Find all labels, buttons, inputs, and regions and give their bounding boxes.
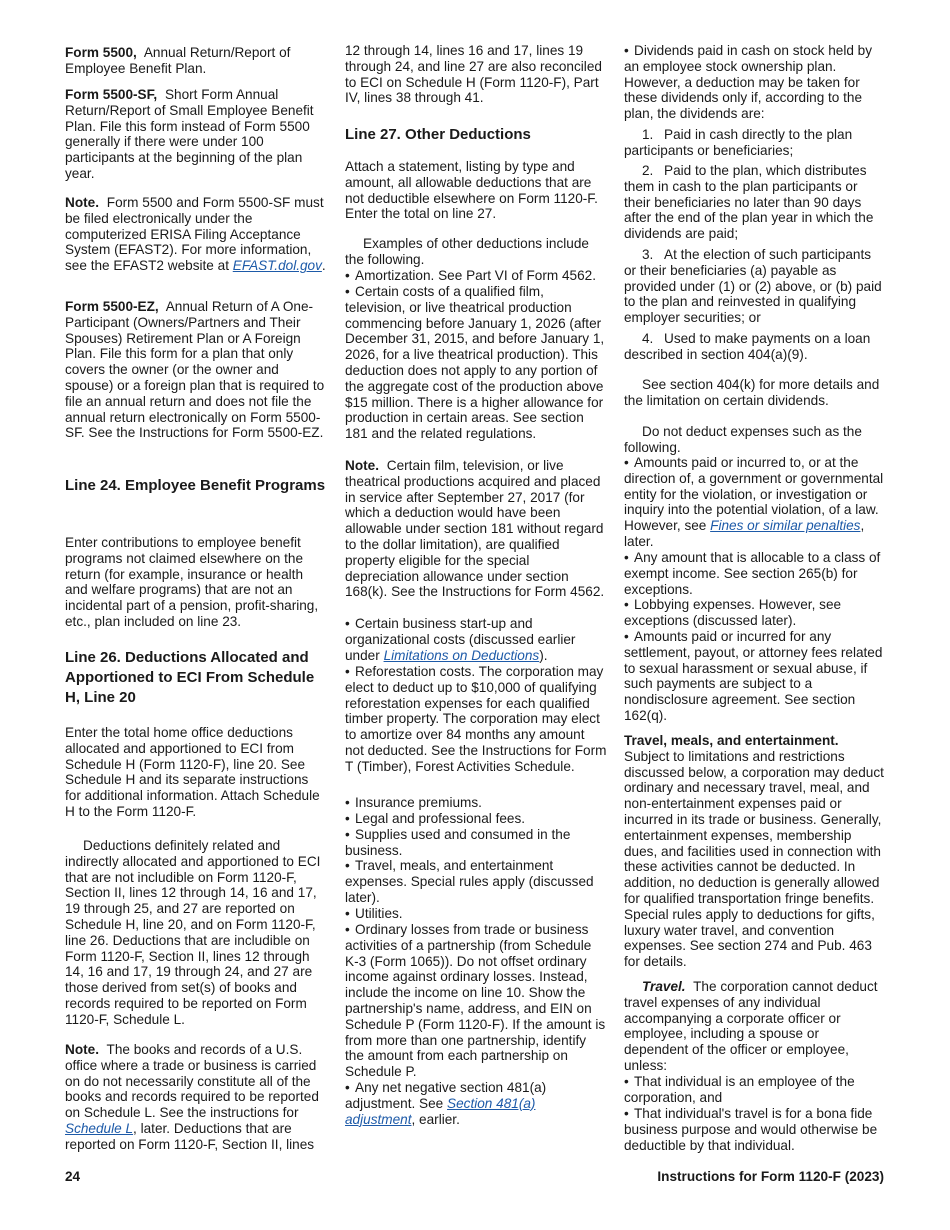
travel-paragraph — [624, 979, 886, 1074]
list-item-startup — [345, 616, 607, 663]
list-item-end: , later. — [624, 518, 865, 549]
note-books-text: The books and records of a U.S. office where a trade or business is carried on do not necessarily constitute all of the books and records required to be reported on Schedule L. See the instructions for — [65, 1042, 319, 1121]
see-404k — [624, 377, 886, 409]
list-item-text: Legal and professional fees. — [355, 811, 526, 826]
bullet-icon: • — [345, 922, 350, 937]
note-efast — [65, 195, 327, 274]
list-item-text: Dividends paid in cash on stock held by an employee stock ownership plan. However, a deduction may be taken for these dividends only if, according to the plan, the dividends are: — [624, 43, 873, 122]
examples-intro — [345, 236, 607, 268]
bullet-icon: • — [624, 629, 629, 644]
item-text: Paid to the plan, which distributes them in cash to the plan participants or their beneficiaries no later than 90 days after the end of the plan year in which the dividends are paid; — [624, 163, 874, 242]
tme-lead: Travel, meals, and entertainment. — [624, 733, 839, 748]
list-item-text: Certain costs of a qualified film, television, or live theatrical production commencing before January 1, 2026 (after December 31, 2015, and before January 1, 2026, for a live theatrical production). This deduction does not apply to any portion of the aggregate cost of the production above $15 million. There is a higher allowance for production in certain areas. See section 181 and the related regulations. — [345, 284, 605, 442]
item-text: At the election of such participants or their beneficiaries (a) payable as provided under (1) or (2) above, or (b) paid to the plan and reinvested in qualifying employer securities; or — [624, 247, 882, 326]
travel-meals-entertainment — [624, 733, 886, 970]
note-efast-text: Form 5500 and Form 5500-SF must be filed electronically under the computerized ERISA Filing Acceptance System (EFAST2). For more information, see the EFAST2 website at — [65, 195, 324, 274]
note-film-text: Certain film, television, or live theatrical productions acquired and placed in service after September 27, 2017 (for which a deduction would have been allowable under section 181 without regard to the dollar limitation), are qualified property eligible for the special depreciation allowance under section 168(k). See the Instructions for Form 4562. — [345, 458, 605, 600]
note-efast-lead: Note. — [65, 195, 99, 210]
limitations-link[interactable]: Limitations on Deductions — [383, 647, 540, 663]
line-26-para-2 — [65, 838, 327, 1028]
numbered-item-4 — [624, 331, 886, 363]
list-item-ordinary-losses — [345, 922, 607, 1080]
form-5500sf-text: Short Form Annual Return/Report of Small Employee Benefit Plan. File this form instead of Form 5500 generally if there were under 100 participants at the beginning of the plan year. — [65, 87, 314, 181]
list-item-utilities — [345, 906, 607, 922]
form-5500-lead: Form 5500, — [65, 45, 137, 60]
bullet-icon: • — [624, 43, 629, 58]
list-item-settlement — [624, 629, 886, 724]
list-item-amortization — [345, 268, 607, 284]
bullet-icon: • — [345, 827, 350, 842]
list-item-legal — [345, 811, 607, 827]
examples-intro-text: Examples of other deductions include the following. — [345, 236, 589, 267]
bullet-icon: • — [345, 284, 350, 299]
numbered-item-3 — [624, 247, 886, 326]
travel-text: The corporation cannot deduct travel expenses of any individual accompanying a corporate officer or employee, including a spouse or dependent of the officer or employee, unless: — [624, 979, 878, 1073]
bullet-icon: • — [345, 616, 350, 631]
list-item-text: Supplies used and consumed in the business. — [345, 827, 571, 858]
list-item-text: Ordinary losses from trade or business activities of a partnership (from Schedule K-3 (Form 1065)). Do not offset ordinary income against ordinary losses. Instead, include the income on line 10. Show the partnership's name, address, and EIN on Schedule P (Form 1120-F). If the amount is from more than one partnership, identify the amount from each partnership on Schedule P. — [345, 922, 606, 1080]
line-26-continued: 12 through 14, lines 16 and 17, lines 19 through 24, and line 27 are also reconciled to ECI on Schedule H (Form 1120-F), Part IV, lines 38 through 41. — [345, 43, 602, 106]
bullet-icon: • — [624, 550, 629, 565]
list-item-supplies — [345, 827, 607, 859]
list-item-dividends — [624, 43, 886, 122]
list-item-insurance — [345, 795, 607, 811]
form-5500-entry — [65, 45, 327, 77]
form-5500ez-lead: Form 5500-EZ, — [65, 299, 159, 314]
list-item-text: Reforestation costs. The corporation may elect to deduct up to $10,000 of qualifying reforestation expenses for each qualified timber property. The corporation may elect to amortize over 84 months any amount not deducted. See the Instructions for Form T (Timber), Forest Activities Schedule. — [345, 664, 607, 774]
form-5500sf-entry — [65, 87, 327, 182]
item-text: Used to make payments on a loan described in section 404(a)(9). — [624, 331, 871, 362]
travel-lead: Travel. — [642, 979, 686, 994]
list-item-travel — [345, 858, 607, 905]
bullet-icon: • — [345, 268, 350, 283]
list-item-bona-fide — [624, 1106, 886, 1153]
note-books-lead: Note. — [65, 1042, 99, 1057]
bullet-icon: • — [345, 906, 350, 921]
form-5500sf-lead: Form 5500-SF, — [65, 87, 158, 102]
line-26-para-1: Enter the total home office deductions allocated and apportioned to ECI from Schedule H (Form 1120-F), line 20. See Schedule H and its separate instructions for additional information. Attach Schedule H to the Form 1120-F. — [65, 725, 320, 819]
bullet-icon: • — [624, 1074, 629, 1089]
footer-title: Instructions for Form 1120-F (2023) — [657, 1169, 884, 1184]
form-5500-text: Annual Return/Report of Employee Benefit Plan. — [65, 45, 291, 76]
tme-text: Subject to limitations and restrictions discussed below, a corporation may deduct ordinary and necessary travel, meal, and non-entertainment expenses paid or incurred in its trade or business. Generally, entertainment expenses, membership dues, and facilities used in connection with these activities cannot be deducted. In addition, no deduction is generally allowed for qualified transportation fringe benefits. Special rules apply to deductions for gifts, luxury water travel, and convention expenses. See section 274 and Pub. 463 for details. — [624, 748, 884, 970]
bullet-icon: • — [624, 455, 629, 470]
list-item-text: Certain business start-up and organizational costs (discussed earlier under — [345, 616, 576, 663]
note-books — [65, 1042, 327, 1153]
bullet-icon: • — [624, 1106, 629, 1121]
list-item-text: Insurance premiums. — [355, 795, 482, 810]
form-5500ez-entry — [65, 299, 327, 441]
list-item-exempt — [624, 550, 886, 597]
bullet-icon: • — [345, 664, 350, 679]
note-film — [345, 458, 607, 600]
form-5500ez-text: Annual Return of A One-Participant (Owners/Partners and Their Spouses) Retirement Plan or A Foreign Plan. File this form for a plan that only covers the owner (or the owner and spouse) or a foreign plan that is required to file an annual return and does not file the annual return electronically on Form 5500-SF. See the Instructions for Form 5500-EZ. — [65, 299, 325, 441]
line-27-text: Attach a statement, listing by type and amount, all allowable deductions that are not deductible elsewhere on Form 1120-F. Enter the total on line 27. — [345, 159, 598, 222]
item-text: Paid in cash directly to the plan participants or beneficiaries; — [624, 127, 853, 158]
do-not-deduct — [624, 424, 886, 456]
note-books-end: , later. Deductions that are reported on Form 1120-F, Section II, lines — [65, 1120, 315, 1152]
list-item-text: Amortization. See Part VI of Form 4562. — [355, 268, 597, 283]
list-item-text: Any amount that is allocable to a class of exempt income. See section 265(b) for exceptions. — [624, 550, 881, 597]
item-number: 3. — [642, 247, 654, 262]
list-item-reforestation — [345, 664, 607, 775]
item-number: 1. — [642, 127, 654, 142]
heading-line-27: Line 27. Other Deductions — [345, 126, 531, 143]
list-item-text: Amounts paid or incurred for any settlement, payout, or attorney fees related to sexual harassment or sexual abuse, if such payments are subject to a nondisclosure agreement. See section 162(q). — [624, 629, 883, 723]
line-24-text: Enter contributions to employee benefit programs not claimed elsewhere on the return (for example, insurance or health and welfare programs) that are not an incidental part of a pension, profit-sharing, etc., plan included on line 23. — [65, 535, 319, 629]
heading-line-24: Line 24. Employee Benefit Programs — [65, 477, 326, 494]
list-item-text: Any net negative section 481(a) adjustment. See — [345, 1080, 547, 1111]
list-item-481a — [345, 1080, 607, 1127]
numbered-item-1 — [624, 127, 886, 159]
list-item-text: Amounts paid or incurred to, or at the direction of, a government or governmental entity for the violation, or investigation or inquiry into the potential violation, of a law. However, see — [624, 455, 884, 534]
list-item-text: Lobbying expenses. However, see exceptions (discussed later). — [624, 597, 842, 628]
list-item-lobbying — [624, 597, 886, 629]
section-481a-link[interactable]: Section 481(a) adjustment — [345, 1095, 536, 1127]
note-efast-end: . — [321, 258, 326, 274]
fines-link[interactable]: Fines or similar penalties — [710, 518, 861, 534]
bullet-icon: • — [345, 1080, 350, 1095]
item-number: 2. — [642, 163, 654, 178]
line-26-para-2-text: Deductions definitely related and indirectly allocated and apportioned to ECI that are not includible on Form 1120-F, Section II, lines 12 through 14, 16 and 17, 19 through 25, and 27 are reported on Schedule H, line 20, and on Form 1120-F, line 26. Deductions that are includible on Form 1120-F, Section II, lines 12 through 14, 16 and 17, 19 through 24, and 27 are those derived from set(s) of books and records required to be reported on Form 1120-F, Schedule L. — [65, 838, 321, 1027]
list-item-text: Utilities. — [355, 906, 403, 921]
list-item-employee — [624, 1074, 886, 1106]
schedule-l-link[interactable]: Schedule L — [65, 1120, 134, 1136]
numbered-item-2 — [624, 163, 886, 242]
bullet-icon: • — [624, 597, 629, 612]
list-item-film — [345, 284, 607, 442]
bullet-icon: • — [345, 795, 350, 810]
do-not-deduct-text: Do not deduct expenses such as the following. — [624, 424, 862, 455]
item-number: 4. — [642, 331, 654, 346]
note-film-lead: Note. — [345, 458, 379, 473]
list-item-end: , earlier. — [411, 1111, 460, 1127]
list-item-text: Travel, meals, and entertainment expenses. Special rules apply (discussed later). — [345, 858, 594, 905]
list-item-text: That individual is an employee of the corporation, and — [624, 1074, 855, 1105]
list-item-end: ). — [539, 647, 548, 663]
list-item-fines — [624, 455, 886, 550]
bullet-icon: • — [345, 811, 350, 826]
see-404k-text: See section 404(k) for more details and the limitation on certain dividends. — [624, 377, 880, 408]
list-item-text: That individual's travel is for a bona fide business purpose and would otherwise be deductible by that individual. — [624, 1106, 878, 1153]
page-number: 24 — [65, 1169, 81, 1184]
bullet-icon: • — [345, 858, 350, 873]
heading-line-26: Line 26. Deductions Allocated and Apportioned to ECI From Schedule H, Line 20 — [65, 649, 315, 706]
efast-link[interactable]: EFAST.dol.gov — [232, 258, 322, 274]
